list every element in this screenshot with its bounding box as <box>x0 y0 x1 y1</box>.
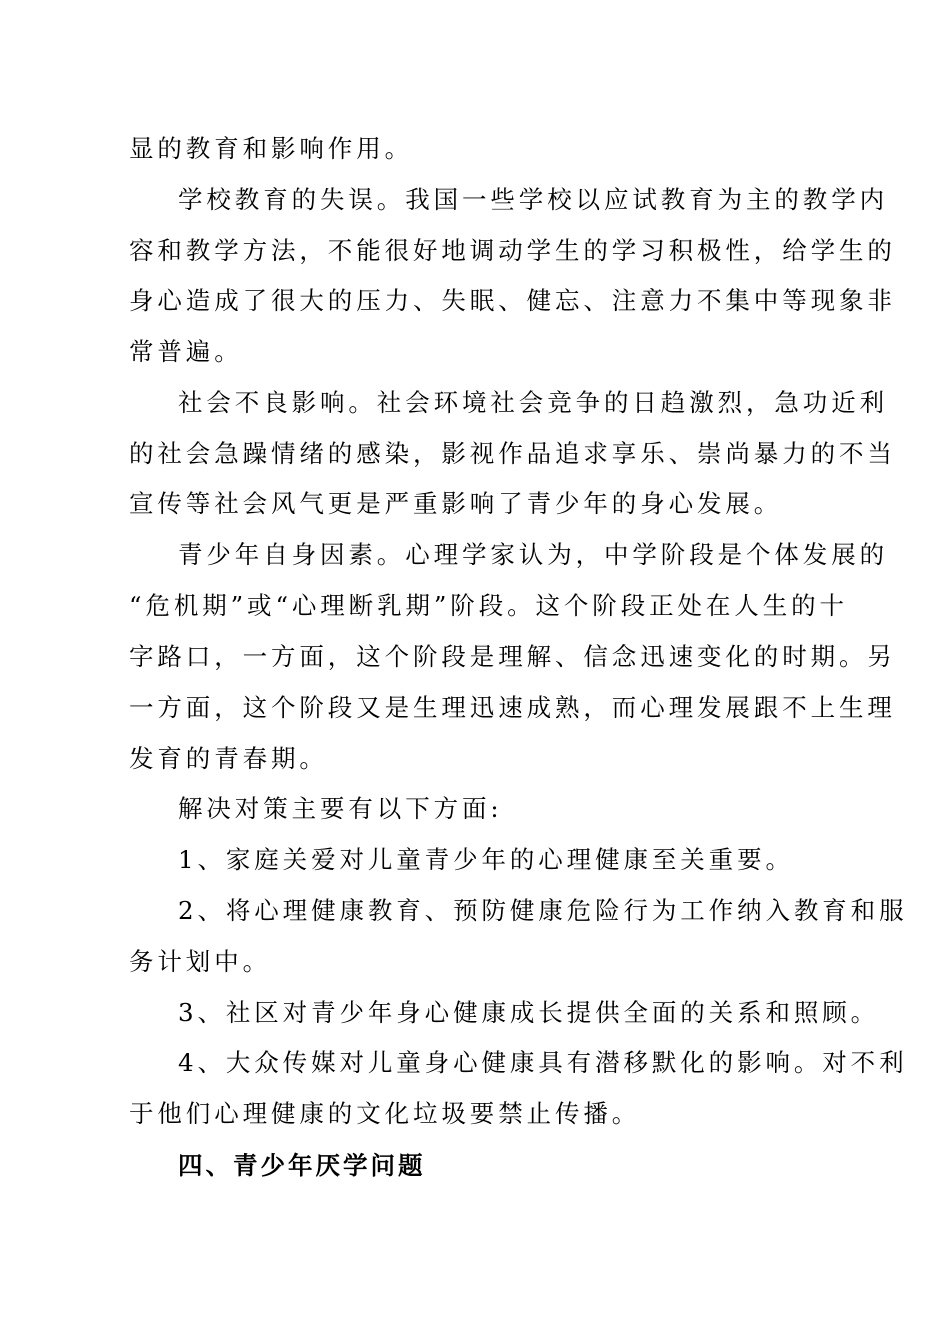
paragraph-school-education: 学校教育的失误。我国一些学校以应试教育为主的教学内 <box>178 185 888 214</box>
text-line: 的社会急躁情绪的感染，影视作品追求享乐、崇尚暴力的不当 <box>129 439 896 468</box>
text-line: 宣传等社会风气更是严重影响了青少年的身心发展。 <box>129 489 783 518</box>
paragraph-social-influence: 社会不良影响。社会环境社会竞争的日趋激烈，急功近利 <box>178 388 888 417</box>
text-line: 字路口，一方面，这个阶段是理解、信念迅速变化的时期。另 <box>129 642 896 671</box>
text-line: 显的教育和影响作用。 <box>129 134 413 163</box>
list-item: 4、大众传媒对儿童身心健康具有潜移默化的影响。对不利 <box>178 1048 908 1077</box>
paragraph-solutions-intro: 解决对策主要有以下方面: <box>178 794 503 823</box>
text-line: 于他们心理健康的文化垃圾要禁止传播。 <box>129 1099 641 1128</box>
list-item: 3、社区对青少年身心健康成长提供全面的关系和照顾。 <box>178 998 880 1027</box>
section-heading: 四、青少年厌学问题 <box>178 1151 426 1180</box>
text-line: 常普遍。 <box>129 337 243 366</box>
text-line: 务计划中。 <box>129 947 271 976</box>
list-item: 1、家庭关爱对儿童青少年的心理健康至关重要。 <box>178 845 794 874</box>
paragraph-self-factors: 青少年自身因素。心理学家认为，中学阶段是个体发展的 <box>178 540 888 569</box>
text-line: “危机期”或“心理断乳期”阶段。这个阶段正处在人生的十 <box>129 591 848 620</box>
text-line: 身心造成了很大的压力、失眠、健忘、注意力不集中等现象非 <box>129 286 896 315</box>
text-line: 一方面，这个阶段又是生理迅速成熟，而心理发展跟不上生理 <box>129 693 896 722</box>
list-item: 2、将心理健康教育、预防健康危险行为工作纳入教育和服 <box>178 896 908 925</box>
text-line: 容和教学方法，不能很好地调动学生的学习积极性，给学生的 <box>129 236 896 265</box>
text-line: 发育的青春期。 <box>129 744 328 773</box>
